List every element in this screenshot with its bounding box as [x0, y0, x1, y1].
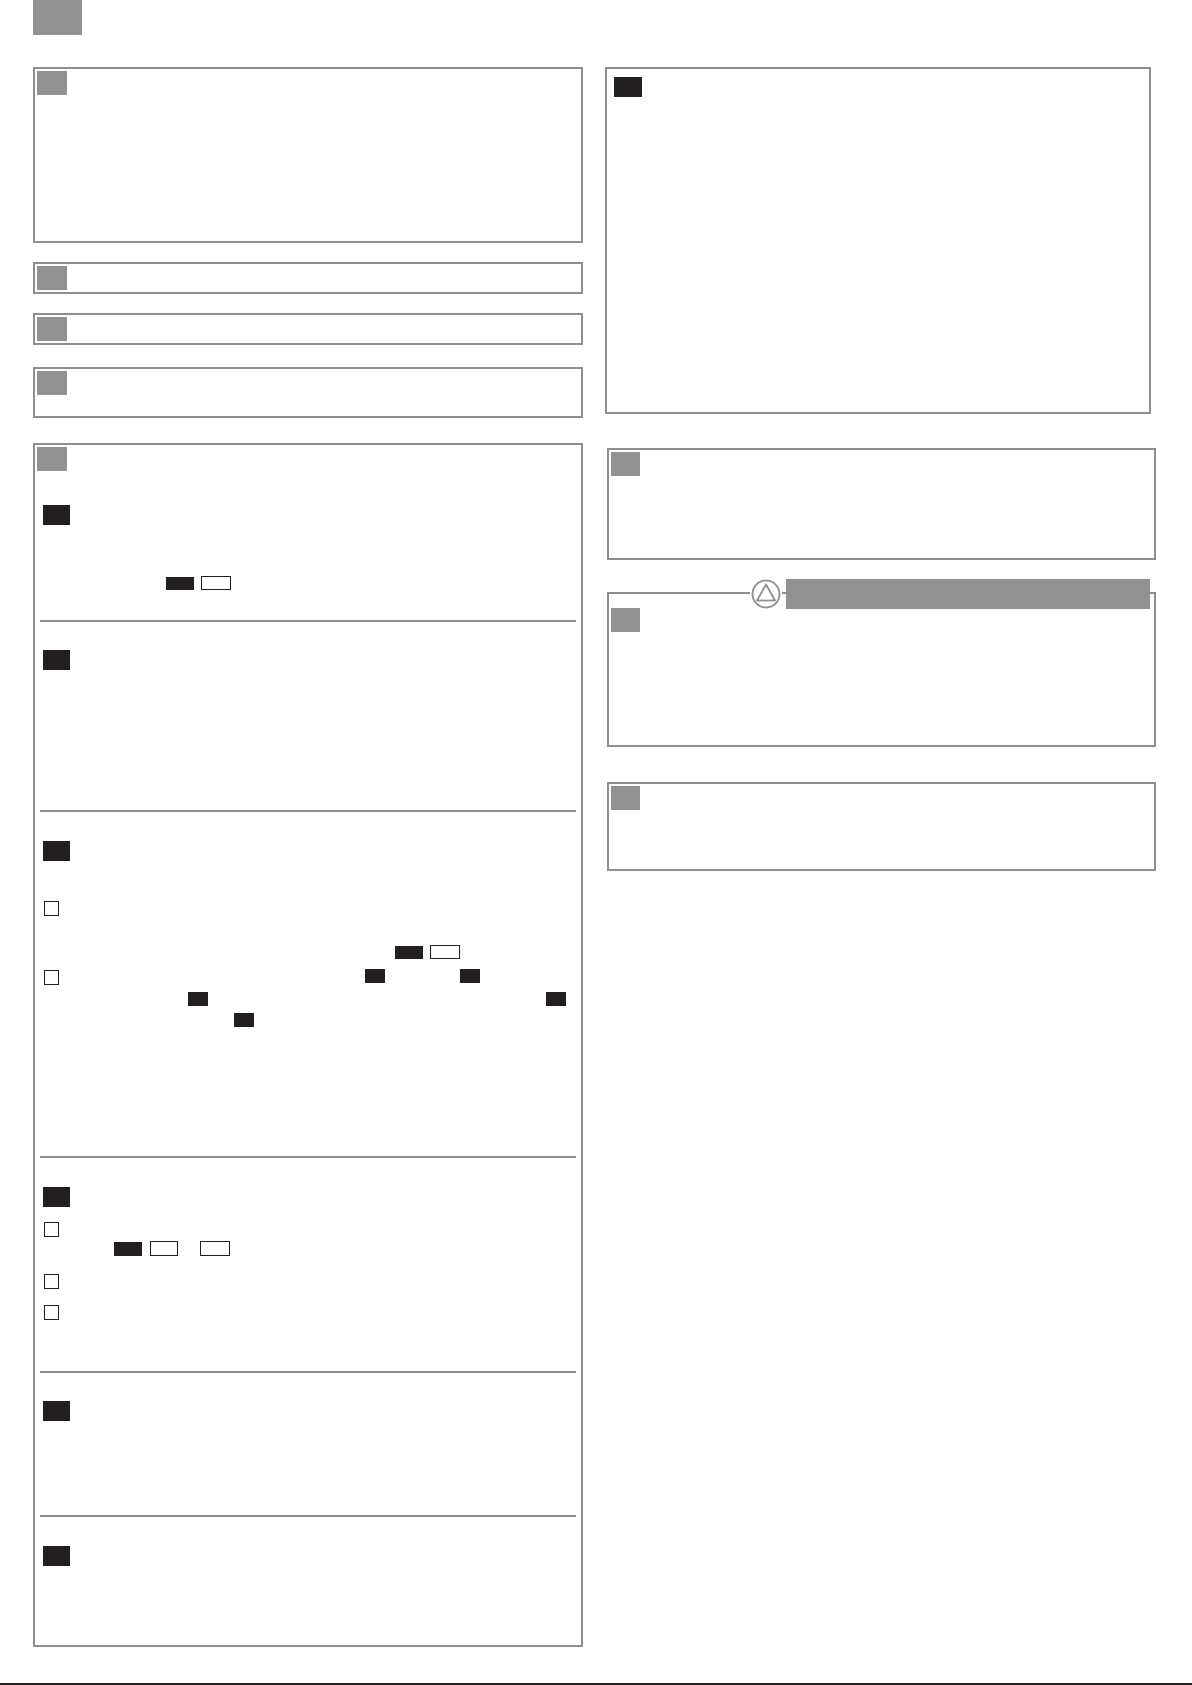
left-section-1-marker	[37, 71, 67, 95]
subsection-d-checkbox-1	[44, 1222, 59, 1237]
left-main-section	[33, 443, 583, 1647]
left-section-3-marker	[37, 317, 67, 341]
left-section-2	[33, 262, 583, 294]
subsection-c-inline-black-key-5	[546, 992, 566, 1006]
divider-5	[40, 1515, 576, 1517]
left-section-2-marker	[37, 266, 67, 290]
left-section-1	[33, 67, 583, 243]
left-section-4	[33, 367, 583, 418]
right-section-1	[605, 67, 1151, 414]
right-section-2	[607, 448, 1156, 560]
subsection-c-inline-black-key-1	[395, 946, 423, 959]
subsection-e-marker	[43, 1401, 70, 1421]
subsection-c-inline-black-key-4	[188, 992, 208, 1006]
subsection-c-inline-white-key-1	[430, 945, 460, 959]
subsection-c-marker	[43, 841, 70, 861]
left-section-3	[33, 313, 583, 345]
warning-header-bar	[786, 579, 1150, 609]
subsection-c-checkbox-2	[44, 970, 59, 985]
subsection-a-inline-white-key	[201, 576, 231, 590]
subsection-d-inline-white-key-1	[150, 1241, 178, 1256]
divider-1	[40, 620, 576, 622]
right-section-4-marker	[611, 786, 640, 810]
subsection-d-checkbox-2	[44, 1274, 59, 1289]
subsection-c-inline-black-key-6	[234, 1013, 254, 1027]
divider-4	[40, 1371, 576, 1373]
subsection-c-inline-black-key-3	[460, 969, 480, 983]
divider-3	[40, 1156, 576, 1158]
warning-icon	[750, 578, 782, 610]
subsection-a-inline-black-key	[166, 577, 194, 590]
subsection-c-inline-black-key-2	[365, 969, 385, 983]
subsection-d-inline-white-key-2	[200, 1241, 230, 1256]
page-header-marker	[33, 0, 82, 35]
right-section-4	[607, 782, 1156, 871]
left-section-4-marker	[37, 371, 67, 395]
right-section-2-marker	[611, 452, 640, 476]
subsection-c-checkbox-1	[44, 901, 59, 916]
left-main-section-marker	[37, 447, 67, 471]
subsection-a-marker	[43, 505, 70, 525]
right-section-1-marker	[614, 77, 642, 97]
subsection-d-checkbox-3	[44, 1305, 59, 1320]
subsection-d-marker	[43, 1187, 70, 1207]
subsection-f-marker	[43, 1546, 70, 1566]
subsection-b-marker	[43, 650, 70, 670]
right-warning-section	[607, 592, 1156, 747]
right-warning-section-marker	[611, 608, 640, 632]
divider-2	[40, 810, 576, 812]
subsection-d-inline-black-key	[114, 1242, 142, 1256]
